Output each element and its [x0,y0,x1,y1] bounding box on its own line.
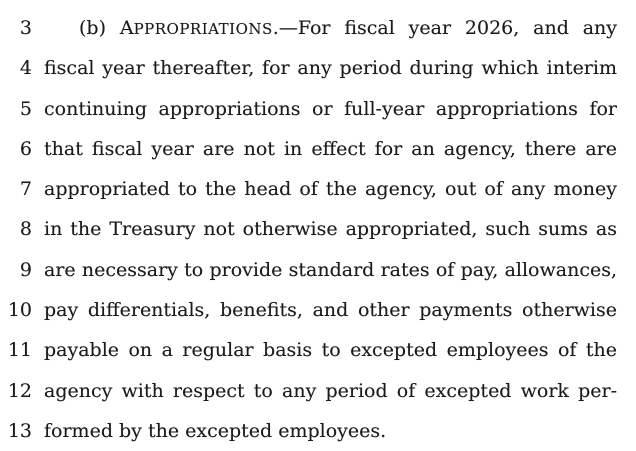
line-number: 10 [7,299,32,322]
line-number: 7 [19,178,32,201]
line-number: 6 [19,137,32,160]
line-number: 13 [7,419,32,442]
line-number: 4 [19,57,32,80]
line-number: 11 [7,339,32,362]
body-text: .—For fiscal year 2026, and any [272,17,617,39]
bill-line [2,48,617,88]
line-number: 3 [19,17,32,39]
small-caps-text: PPROPRIATIONS [133,20,273,38]
line-text: fiscal year thereafter, for any period during which interim [44,57,617,80]
bill-line [2,371,617,411]
line-text: formed by the excepted employees. [44,419,387,442]
line-number: 8 [19,218,32,241]
line-text: agency with respect to any period of excepted work per- [44,379,617,402]
bill-line [2,169,617,209]
bill-line [2,209,617,249]
bill-line [2,411,617,451]
bill-line [2,89,617,129]
bill-line [2,8,617,48]
bill-line [2,330,617,370]
line-text: continuing appropriations or full-year appropriations for [44,97,617,120]
line-text: that fiscal year are not in effect for an agency, there are [44,137,617,160]
bill-line [2,250,617,290]
bill-line [2,129,617,169]
line-number: 9 [19,258,32,281]
bill-line [2,290,617,330]
line-text: are necessary to provide standard rates of pay, allowances, [44,258,617,281]
line-text: in the Treasury not otherwise appropriated, such sums as [44,218,617,241]
line-number: 12 [7,379,32,402]
line-text: payable on a regular basis to excepted employees of the [44,339,617,362]
line-number: 5 [19,97,32,120]
line-text [44,8,617,48]
line-text: appropriated to the head of the agency, out of any money [44,178,617,201]
bill-text-body [2,8,617,451]
line-text: pay differentials, benefits, and other payments otherwise [44,299,617,322]
body-text: (b) A [79,17,134,39]
